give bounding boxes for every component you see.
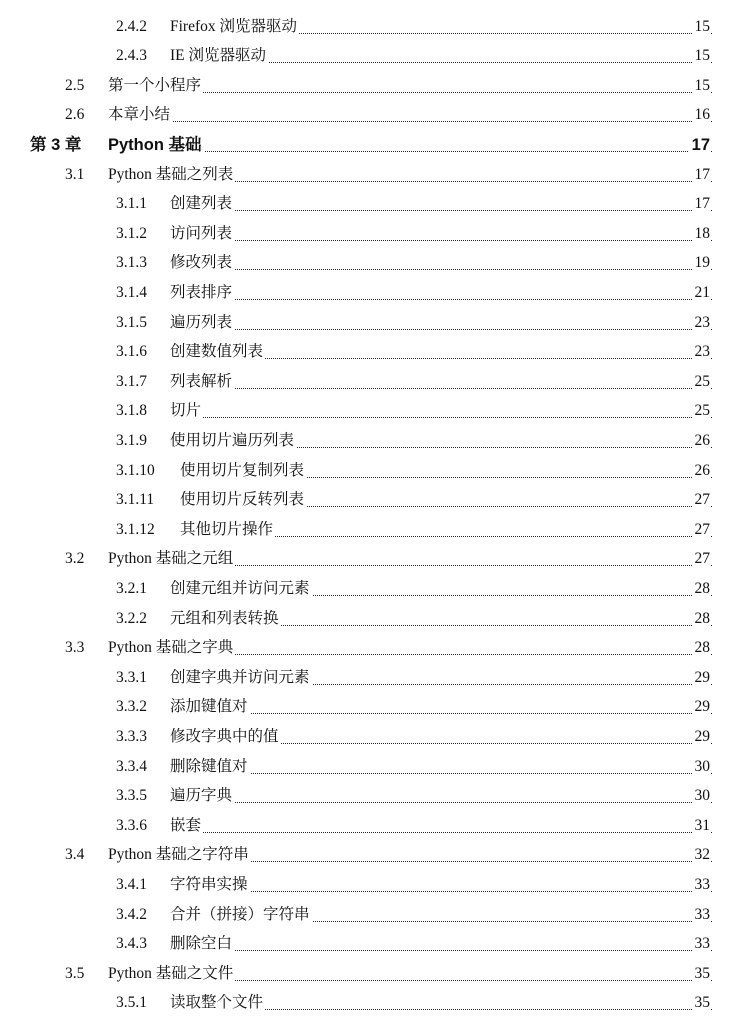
toc-entry[interactable] — [0, 928, 750, 958]
toc-entry-page: 21 — [692, 284, 711, 302]
toc-entry-title: 元组和列表转换 — [170, 609, 279, 627]
toc-entry-number: 2.4.2 — [116, 17, 147, 35]
toc-entry-number: 3.3 — [65, 639, 85, 657]
toc-entry-title: IE 浏览器驱动 — [170, 47, 267, 65]
toc-entry-number: 3.1 — [65, 165, 85, 183]
toc-entry-page: 25 — [692, 402, 711, 420]
toc-entry[interactable] — [0, 484, 750, 514]
toc-entry-number: 3.2.2 — [116, 609, 147, 627]
toc-entry-page: 29 — [692, 669, 711, 687]
toc-entry-number: 3.1.1 — [116, 195, 147, 213]
toc-dot-leader — [108, 119, 712, 122]
toc-entry-title: Python 基础之字典 — [108, 639, 234, 657]
toc-entry-title: Firefox 浏览器驱动 — [170, 17, 298, 35]
toc-entry-number: 3.1.3 — [116, 254, 147, 272]
toc-entry-number: 2.4.3 — [116, 47, 147, 65]
toc-entry-page: 31 — [692, 817, 711, 835]
toc-entry-title: 遍历列表 — [170, 313, 233, 331]
toc-entry-page: 18 — [692, 225, 711, 243]
toc-dot-leader — [170, 711, 712, 714]
toc-entry-page: 17 — [689, 136, 710, 154]
toc-entry-number: 第 3 章 — [30, 135, 82, 154]
toc-entry-number: 3.2.1 — [116, 579, 147, 597]
toc-dot-leader — [170, 800, 712, 803]
toc-entry-number: 3.1.11 — [116, 491, 155, 509]
toc-entry[interactable] — [0, 661, 750, 691]
toc-dot-leader — [170, 889, 712, 892]
toc-entry-title: Python 基础 — [108, 135, 202, 154]
toc-entry-number: 3.3.1 — [116, 668, 147, 686]
toc-entry[interactable] — [0, 69, 750, 99]
toc-entry-number: 3.1.9 — [116, 431, 147, 449]
toc-entry-page: 35 — [692, 994, 711, 1012]
toc-entry[interactable] — [0, 632, 750, 662]
toc-entry-title: 使用切片遍历列表 — [170, 431, 295, 449]
toc-entry-title: 字符串实操 — [170, 875, 248, 893]
toc-entry[interactable] — [0, 454, 750, 484]
toc-entry-number: 3.1.5 — [116, 313, 147, 331]
toc-entry-title: 修改列表 — [170, 254, 233, 272]
toc-dot-leader — [170, 948, 712, 951]
toc-entry-number: 3.1.7 — [116, 372, 147, 390]
toc-entry-number: 3.3.6 — [116, 816, 147, 834]
toc-entry-number: 3.2 — [65, 550, 85, 568]
toc-entry-title: Python 基础之列表 — [108, 165, 234, 183]
toc-entry-page: 16 — [692, 106, 711, 124]
toc-entry-number: 3.3.3 — [116, 727, 147, 745]
toc-entry-page: 27 — [692, 550, 711, 568]
toc-entry-number: 2.6 — [65, 106, 85, 124]
toc-entry[interactable] — [0, 336, 750, 366]
toc-entry[interactable] — [0, 276, 750, 306]
toc-entry-title: 本章小结 — [108, 106, 171, 124]
toc-entry-title: 删除空白 — [170, 935, 233, 953]
toc-entry-page: 27 — [692, 521, 711, 539]
toc-entry-title: 访问列表 — [170, 224, 233, 242]
toc-entry-title: 添加键值对 — [170, 698, 248, 716]
toc-entry-page: 30 — [692, 787, 711, 805]
toc-entry[interactable] — [0, 543, 750, 573]
toc-entry-number: 3.5 — [65, 964, 85, 982]
toc-entry-number: 3.1.10 — [116, 461, 155, 479]
toc-entry[interactable] — [0, 809, 750, 839]
toc-entry-page: 35 — [692, 965, 711, 983]
toc-dot-leader — [170, 267, 712, 270]
toc-entry[interactable] — [0, 395, 750, 425]
toc-entry[interactable] — [0, 188, 750, 218]
toc-entry-number: 3.4 — [65, 846, 85, 864]
toc-entry-page: 29 — [692, 728, 711, 746]
toc-entry-number: 2.5 — [65, 76, 85, 94]
toc-entry-page: 28 — [692, 610, 711, 628]
toc-entry-title: 其他切片操作 — [180, 520, 274, 538]
toc-entry-page: 33 — [692, 906, 711, 924]
toc-dot-leader — [170, 297, 712, 300]
toc-entry-page: 17 — [692, 166, 711, 184]
toc-dot-leader — [170, 771, 712, 774]
toc-entry-page: 27 — [692, 491, 711, 509]
toc-entry[interactable] — [0, 957, 750, 987]
toc-entry[interactable] — [0, 158, 750, 188]
toc-dot-leader — [170, 238, 712, 241]
toc-entry-title: 使用切片反转列表 — [180, 491, 305, 509]
toc-entry-page: 33 — [692, 876, 711, 894]
toc-entry[interactable] — [0, 10, 750, 40]
toc-entry-page: 19 — [692, 254, 711, 272]
toc-entry-title: 创建字典并访问元素 — [170, 668, 310, 686]
toc-entry-title: Python 基础之元组 — [108, 550, 234, 568]
toc-entry-number: 3.1.12 — [116, 520, 155, 538]
toc-entry-number: 3.4.2 — [116, 905, 147, 923]
toc-entry[interactable] — [0, 365, 750, 395]
toc-entry[interactable] — [0, 40, 750, 70]
toc-entry-title: 切片 — [170, 402, 202, 420]
toc-dot-leader — [170, 208, 712, 211]
toc-entry-title: 列表解析 — [170, 372, 233, 390]
toc-entry[interactable] — [0, 247, 750, 277]
toc-entry-number: 3.1.2 — [116, 224, 147, 242]
toc-entry-page: 15 — [692, 47, 711, 65]
toc-entry-number: 3.3.2 — [116, 698, 147, 716]
toc-entry-title: 列表排序 — [170, 283, 233, 301]
toc-entry-page: 30 — [692, 758, 711, 776]
toc-entry[interactable] — [0, 424, 750, 454]
toc-entry-page: 15 — [692, 18, 711, 36]
toc-entry-page: 23 — [692, 314, 711, 332]
toc-entry-title: 创建数值列表 — [170, 343, 264, 361]
toc-entry-number: 3.5.1 — [116, 994, 147, 1012]
toc-entry-number: 3.3.5 — [116, 787, 147, 805]
toc-entry-page: 32 — [692, 846, 711, 864]
toc-dot-leader — [170, 386, 712, 389]
toc-entry-title: 创建列表 — [170, 195, 233, 213]
toc-entry-title: 合并（拼接）字符串 — [170, 905, 310, 923]
toc-entry-number: 3.1.8 — [116, 402, 147, 420]
toc-entry-title: 修改字典中的值 — [170, 727, 279, 745]
toc-entry[interactable] — [0, 898, 750, 928]
toc-entry-page: 28 — [692, 639, 711, 657]
toc-entry[interactable] — [0, 987, 750, 1017]
toc-entry-page: 28 — [692, 580, 711, 598]
toc-entry-number: 3.1.4 — [116, 283, 147, 301]
toc-entry[interactable] — [0, 99, 750, 129]
toc-entry-page: 26 — [692, 462, 711, 480]
toc-entry[interactable] — [0, 306, 750, 336]
toc-entry[interactable] — [0, 572, 750, 602]
toc-dot-leader — [170, 327, 712, 330]
toc-entry-number: 3.4.3 — [116, 935, 147, 953]
toc-entry-title: 嵌套 — [170, 816, 202, 834]
toc-entry-title: Python 基础之字符串 — [108, 846, 249, 864]
toc-entry[interactable] — [0, 750, 750, 780]
toc-entry-title: 删除键值对 — [170, 757, 248, 775]
toc-entry-title: 读取整个文件 — [170, 994, 264, 1012]
toc-entry-number: 3.3.4 — [116, 757, 147, 775]
toc-entry-title: 第一个小程序 — [108, 76, 202, 94]
toc-entry-page: 26 — [692, 432, 711, 450]
toc-entry[interactable] — [0, 839, 750, 869]
toc-entry[interactable] — [0, 128, 750, 158]
toc-entry[interactable] — [0, 217, 750, 247]
toc-entry[interactable] — [0, 720, 750, 750]
toc-entry[interactable] — [0, 780, 750, 810]
toc-dot-leader — [170, 830, 712, 833]
toc-entry-page: 33 — [692, 935, 711, 953]
toc-entry[interactable] — [0, 602, 750, 632]
toc-entry-page: 17 — [692, 195, 711, 213]
toc-entry-title: 遍历字典 — [170, 787, 233, 805]
toc-dot-leader — [170, 415, 712, 418]
toc-entry-page: 15 — [692, 77, 711, 95]
toc-entry[interactable] — [0, 868, 750, 898]
toc-entry-title: Python 基础之文件 — [108, 964, 234, 982]
toc-entry[interactable] — [0, 513, 750, 543]
toc-entry-page: 23 — [692, 343, 711, 361]
toc-entry[interactable] — [0, 691, 750, 721]
toc-entry-title: 创建元组并访问元素 — [170, 579, 310, 597]
toc-entry-page: 25 — [692, 373, 711, 391]
toc-entry-number: 3.1.6 — [116, 343, 147, 361]
toc-entry-number: 3.4.1 — [116, 875, 147, 893]
toc-entry-page: 29 — [692, 698, 711, 716]
toc-entry-title: 使用切片复制列表 — [180, 461, 305, 479]
